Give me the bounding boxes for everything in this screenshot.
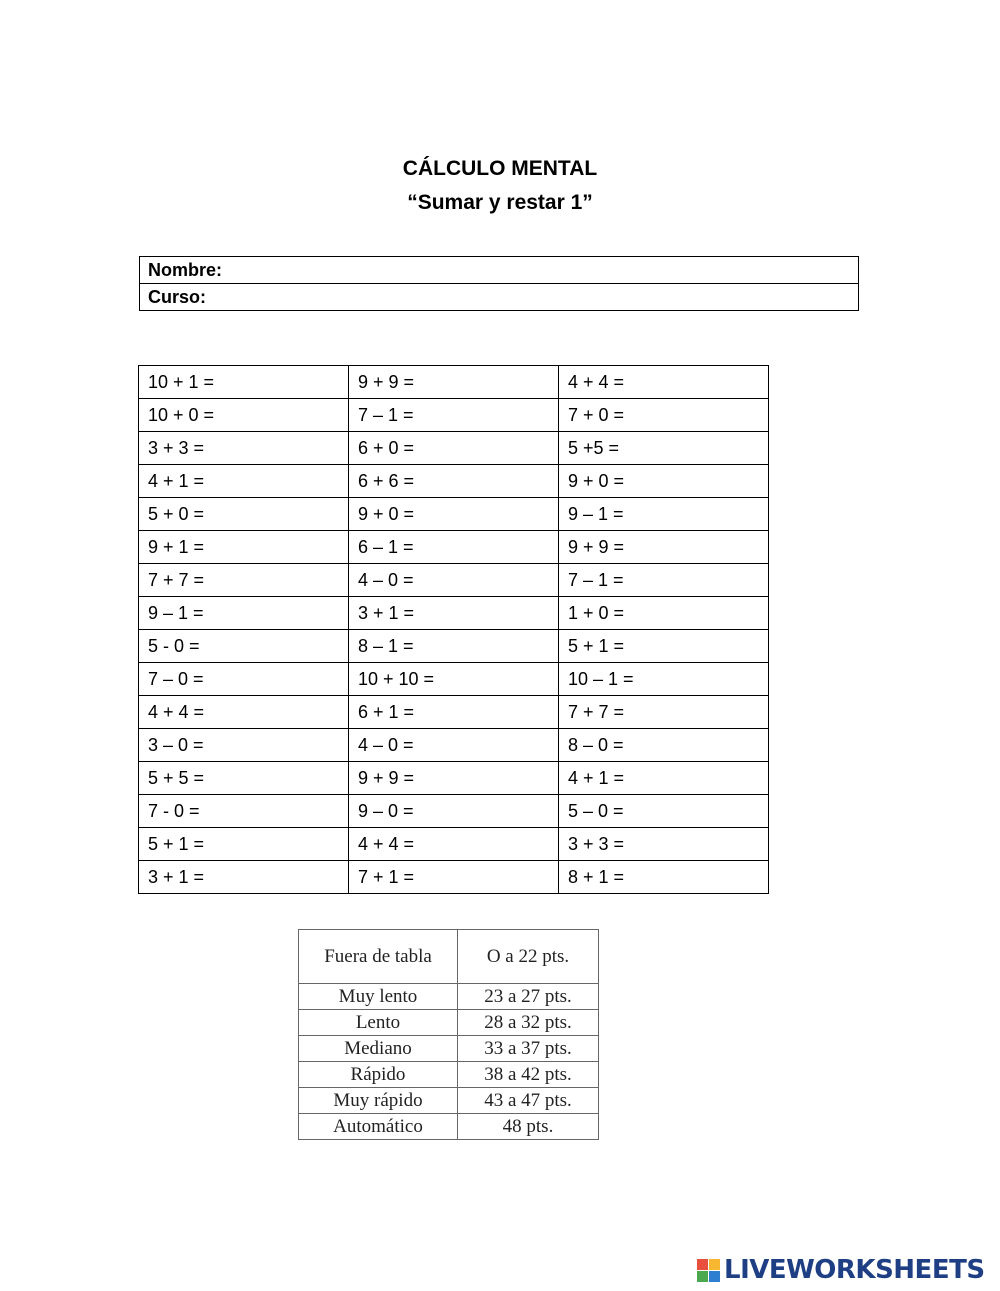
operation-cell: 9 – 0 = bbox=[349, 795, 559, 828]
table-row bbox=[139, 729, 769, 762]
operation-cell: 5 + 5 = bbox=[139, 762, 349, 795]
score-row bbox=[299, 1062, 599, 1088]
score-row bbox=[299, 930, 599, 984]
operation-cell: 5 + 1 = bbox=[559, 630, 769, 663]
operation-cell: 9 – 1 = bbox=[139, 597, 349, 630]
liveworksheets-logo bbox=[697, 1253, 985, 1287]
table-row bbox=[139, 696, 769, 729]
operation-cell: 5 – 0 = bbox=[559, 795, 769, 828]
table-row bbox=[139, 861, 769, 894]
operation-cell: 4 + 4 = bbox=[349, 828, 559, 861]
points-range-cell: 23 a 27 pts. bbox=[458, 984, 599, 1010]
operation-cell: 3 + 1 = bbox=[349, 597, 559, 630]
speed-level-cell: Rápido bbox=[299, 1062, 458, 1088]
operation-cell: 9 + 9 = bbox=[349, 762, 559, 795]
operation-cell: 9 + 0 = bbox=[559, 465, 769, 498]
points-range-cell: O a 22 pts. bbox=[458, 930, 599, 984]
table-row bbox=[139, 762, 769, 795]
operation-cell: 4 – 0 = bbox=[349, 564, 559, 597]
operation-cell: 9 + 0 = bbox=[349, 498, 559, 531]
operation-cell: 5 + 0 = bbox=[139, 498, 349, 531]
speed-level-cell: Fuera de tabla bbox=[299, 930, 458, 984]
operation-cell: 10 + 10 = bbox=[349, 663, 559, 696]
operation-cell: 9 + 9 = bbox=[349, 366, 559, 399]
table-row bbox=[139, 630, 769, 663]
operation-cell: 4 + 1 = bbox=[559, 762, 769, 795]
operation-cell: 10 + 0 = bbox=[139, 399, 349, 432]
points-range-cell: 33 a 37 pts. bbox=[458, 1036, 599, 1062]
operation-cell: 10 + 1 = bbox=[139, 366, 349, 399]
operation-cell: 6 – 1 = bbox=[349, 531, 559, 564]
operation-cell: 4 + 1 = bbox=[139, 465, 349, 498]
operation-cell: 6 + 0 = bbox=[349, 432, 559, 465]
operation-cell: 5 + 1 = bbox=[139, 828, 349, 861]
operation-cell: 3 + 1 = bbox=[139, 861, 349, 894]
logo-text: LIVEWORKSHEETS bbox=[724, 1255, 985, 1285]
logo-square bbox=[709, 1259, 720, 1270]
operation-cell: 5 +5 = bbox=[559, 432, 769, 465]
operation-cell: 4 – 0 = bbox=[349, 729, 559, 762]
table-row bbox=[139, 366, 769, 399]
operation-cell: 9 + 1 = bbox=[139, 531, 349, 564]
table-row bbox=[139, 498, 769, 531]
table-row bbox=[139, 432, 769, 465]
operation-cell: 7 + 7 = bbox=[559, 696, 769, 729]
score-table bbox=[298, 929, 599, 1140]
score-row bbox=[299, 1010, 599, 1036]
table-row bbox=[139, 465, 769, 498]
operation-cell: 10 – 1 = bbox=[559, 663, 769, 696]
operation-cell: 7 – 1 = bbox=[349, 399, 559, 432]
score-row bbox=[299, 1088, 599, 1114]
points-range-cell: 38 a 42 pts. bbox=[458, 1062, 599, 1088]
table-row bbox=[139, 597, 769, 630]
points-range-cell: 43 a 47 pts. bbox=[458, 1088, 599, 1114]
points-range-cell: 28 a 32 pts. bbox=[458, 1010, 599, 1036]
table-row bbox=[139, 828, 769, 861]
student-info-table bbox=[139, 256, 859, 311]
operation-cell: 3 – 0 = bbox=[139, 729, 349, 762]
liveworksheets-logo-icon bbox=[697, 1259, 720, 1282]
table-row bbox=[139, 399, 769, 432]
speed-level-cell: Automático bbox=[299, 1114, 458, 1140]
table-row bbox=[139, 795, 769, 828]
operation-cell: 4 + 4 = bbox=[139, 696, 349, 729]
operation-cell: 7 – 1 = bbox=[559, 564, 769, 597]
logo-square bbox=[697, 1271, 708, 1282]
operation-cell: 8 – 1 = bbox=[349, 630, 559, 663]
course-row bbox=[140, 284, 859, 311]
operation-cell: 6 + 1 = bbox=[349, 696, 559, 729]
score-row bbox=[299, 1036, 599, 1062]
course-label: Curso: bbox=[140, 284, 859, 311]
table-row bbox=[139, 531, 769, 564]
operation-cell: 4 + 4 = bbox=[559, 366, 769, 399]
operations-table bbox=[138, 365, 769, 894]
score-row bbox=[299, 984, 599, 1010]
points-range-cell: 48 pts. bbox=[458, 1114, 599, 1140]
operation-cell: 9 + 9 = bbox=[559, 531, 769, 564]
speed-level-cell: Muy rápido bbox=[299, 1088, 458, 1114]
operation-cell: 3 + 3 = bbox=[139, 432, 349, 465]
logo-square bbox=[709, 1271, 720, 1282]
name-row bbox=[140, 257, 859, 284]
operation-cell: 5 - 0 = bbox=[139, 630, 349, 663]
operation-cell: 9 – 1 = bbox=[559, 498, 769, 531]
operation-cell: 7 + 1 = bbox=[349, 861, 559, 894]
page-subtitle: “Sumar y restar 1” bbox=[407, 191, 593, 214]
operation-cell: 1 + 0 = bbox=[559, 597, 769, 630]
operation-cell: 7 + 0 = bbox=[559, 399, 769, 432]
score-row bbox=[299, 1114, 599, 1140]
operation-cell: 8 + 1 = bbox=[559, 861, 769, 894]
speed-level-cell: Mediano bbox=[299, 1036, 458, 1062]
name-label: Nombre: bbox=[140, 257, 859, 284]
operation-cell: 6 + 6 = bbox=[349, 465, 559, 498]
operation-cell: 8 – 0 = bbox=[559, 729, 769, 762]
operation-cell: 7 – 0 = bbox=[139, 663, 349, 696]
logo-square bbox=[697, 1259, 708, 1270]
page-title: CÁLCULO MENTAL bbox=[402, 157, 598, 180]
operation-cell: 3 + 3 = bbox=[559, 828, 769, 861]
table-row bbox=[139, 564, 769, 597]
table-row bbox=[139, 663, 769, 696]
operation-cell: 7 + 7 = bbox=[139, 564, 349, 597]
operation-cell: 7 - 0 = bbox=[139, 795, 349, 828]
speed-level-cell: Muy lento bbox=[299, 984, 458, 1010]
speed-level-cell: Lento bbox=[299, 1010, 458, 1036]
